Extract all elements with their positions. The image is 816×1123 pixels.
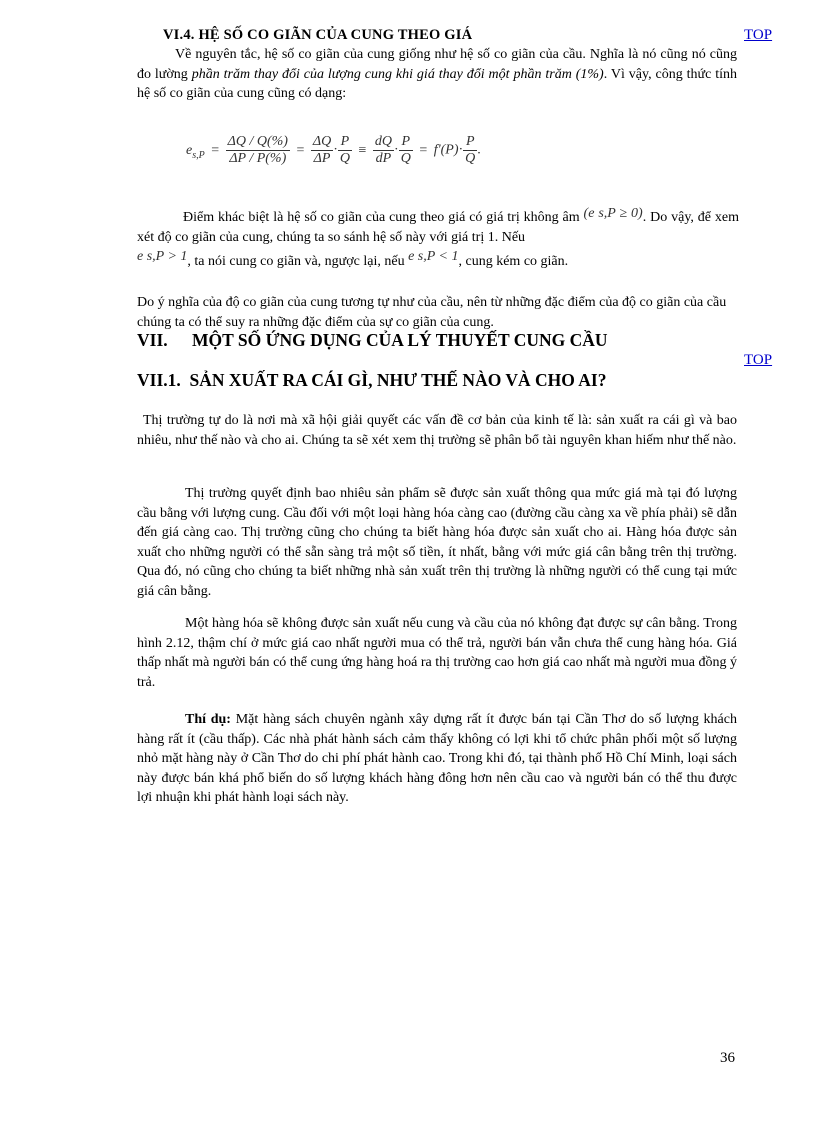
formula-fraction-percent: $\frac{\Delta Q / Q(\%)}{\Delta P / P(\%)}$ <box>227 134 288 166</box>
formula-fraction-derivative: $\frac{dQ}{dP}$ <box>374 134 393 166</box>
vi4-paragraph-2 <box>137 204 739 272</box>
section-vii1-heading: VII.1. SẢN XUẤT RA CÁI GÌ, NHƯ THẾ NÀO VÀ CHO AI? <box>137 370 607 390</box>
page-number: 36 <box>720 1050 735 1066</box>
vii1-paragraph-example <box>137 710 737 808</box>
formula-fraction-pq-1: $\frac{P}{Q}$ <box>339 134 350 166</box>
section-vii-number: VII. <box>137 330 168 350</box>
vi4-p2-text-a: Điểm khác biệt là hệ số co giãn của cung theo giá có giá trị không âm <box>183 210 580 225</box>
section-vi4-heading: VI.4. HỆ SỐ CO GIÃN CỦA CUNG THEO GIÁ <box>163 27 473 43</box>
example-text: Mặt hàng sách chuyên ngành xây dựng rất ít được bán tại Cần Thơ do số lượng khách hàng rất ít (cầu thấp). Các nhà phát hành sách cảm thấy không có lợi khi tổ chức phân phối một số lượng nhỏ mặt hàng này ở Cần Thơ do chi phí phát hành cao. Trong khi đó, tại thành phố Hồ Chí Minh, loại sách này được bán khá phổ biến do số lượng khách hàng đông hơn nên cầu cao và người bán có thể thu được lợi nhuận khi phát hành loại sách này. <box>137 712 737 805</box>
vi4-p1-text-a: Về nguyên tắc, hệ số co giãn của cung giống như hệ số co giãn của cầu. Nghĩa là nó cũng nó cũng đo lường <box>137 47 737 82</box>
vii1-paragraph-1: Thị trường tự do là nơi mà xã hội giải quyết các vấn đề cơ bản của kinh tế là: sản xuất ra cái gì và bao nhiêu, như thế nào và cho ai. Chúng ta sẽ xét xem thị trường sẽ phân bổ tài nguyên khan hiếm như thế nào. <box>137 413 737 448</box>
top-link-1[interactable]: TOP <box>744 27 773 43</box>
formula-fraction-pq-3: $\frac{P}{Q}$ <box>465 134 476 166</box>
condition-less-than-one: e s,P < 1 <box>408 249 459 264</box>
vii1-paragraph-3: Một hàng hóa sẽ không được sản xuất nếu cung và cầu của nó không đạt được sự cân bằng. Trong hình 2.12, thậm chí ở mức giá cao nhất người mua có thể trả, người bán vẫn chưa thể cung hàng hóa. Giá thấp nhất mà người bán có thể cung ứng hàng hoá ra thị trường cao hơn giá cao nhất mà người mua đồng ý trả. <box>137 616 737 690</box>
vi4-p2-text-c: , ta nói cung co giãn và, ngược lại, nếu <box>187 254 405 269</box>
vi4-p1-emphasis: phần trăm thay đổi của lượng cung khi giá thay đổi một phần trăm (1%) <box>191 66 604 82</box>
formula-fraction-pq-2: $\frac{P}{Q}$ <box>400 134 411 166</box>
elasticity-formula: $e_{s,P}$ = $\frac{\Delta Q / Q(\%)}{\Delta P / P(\%)}$ = $\frac{\Delta Q}{\Delta P}$ · $\frac{P}{Q}$ ≡ $\frac{dQ}{dP}$ · $\frac{P}{Q}$ = f'(P)· $\frac{P}{Q}$ . <box>186 134 481 166</box>
formula-lhs: $e_{s,P}$ <box>186 142 205 161</box>
vi4-p2-text-d: , cung kém co giãn. <box>458 254 569 269</box>
section-vii-heading: MỘT SỐ ỨNG DỤNG CỦA LÝ THUYẾT CUNG CẦU <box>192 330 608 350</box>
formula-fraction-delta: $\frac{\Delta Q}{\Delta P}$ <box>312 134 332 166</box>
vii1-paragraph-2: Thị trường quyết định bao nhiêu sản phẩm sẽ được sản xuất thông qua mức giá mà tại đó lượng cầu bằng với lượng cung. Cầu đối với một loại hàng hóa càng cao (đường cầu càng xa về phía phải) sẽ dẫn đến giá càng cao. Thị trường cũng cho chúng ta biết hàng hóa được sản xuất cho ai. Hàng hóa được sản xuất cho những người có thể sẵn sàng trả một số tiền, ít nhất, bằng với mức giá cân bằng trên thị trường. Qua đó, nó cũng cho chúng ta biết những nhà sản xuất trên thị trường là những người có thể cung tại mức giá cân bằng. <box>137 486 737 599</box>
example-label: Thí dụ: <box>185 712 231 727</box>
vi4-paragraph-3: Do ý nghĩa của độ co giãn của cung tương tự như của cầu, nên từ những đặc điểm của độ co giãn của cầu chúng ta có thể suy ra những đặc điểm của sự co giãn của cung. <box>137 295 727 330</box>
top-link-2[interactable]: TOP <box>744 352 773 368</box>
vi4-p1-text-b: . Vì vậy, công thức tính hệ số co giãn của cung cũng có dạng: <box>137 66 737 101</box>
vi4-p2-text-b: . Do vậy, để xem xét độ co giãn của cung, chúng ta so sánh hệ số này với giá trị 1. Nếu <box>137 210 740 245</box>
condition-greater-than-one: e s,P > 1 <box>137 249 188 264</box>
vi4-paragraph-1 <box>137 45 737 104</box>
formula-derivative: f'(P) <box>433 142 459 158</box>
condition-nonnegative: (e s,P ≥ 0) <box>583 206 643 221</box>
